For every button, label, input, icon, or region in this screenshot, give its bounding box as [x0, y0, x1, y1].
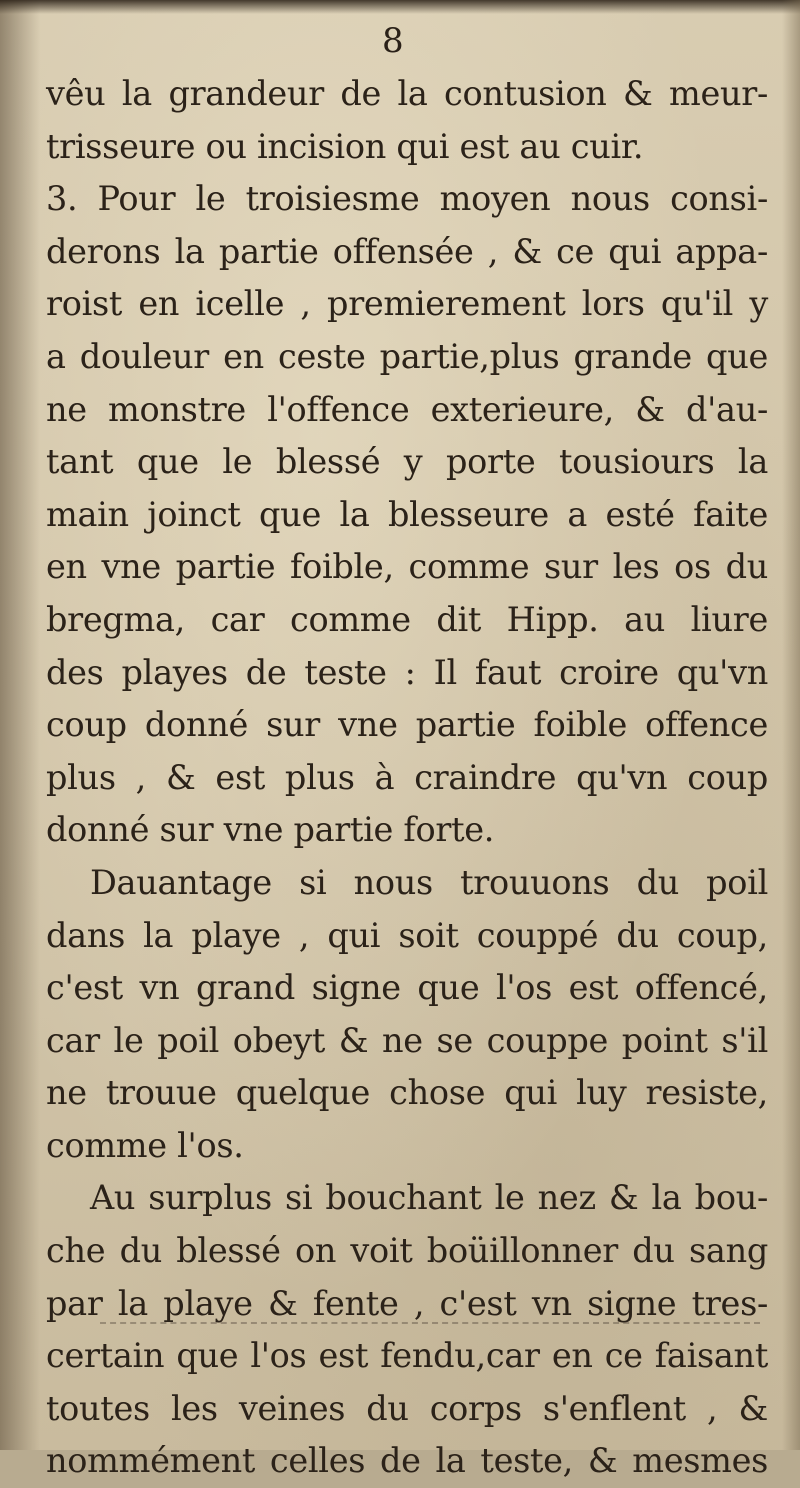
page-shadow-top	[0, 0, 800, 14]
text-line: a douleur en ceste partie,plus grande que	[46, 336, 768, 376]
page-shadow-left	[0, 0, 40, 1450]
text-line: plus , & est plus à craindre qu'vn coup	[46, 757, 768, 797]
text-line: Dauantage si nous trouuons du poil	[90, 862, 768, 902]
text-line: che du blessé on voit boüillonner du sang	[46, 1231, 768, 1271]
text-line: bregma, car comme dit Hipp. au liure	[46, 599, 768, 639]
text-line: dans la playe , qui soit couppé du coup,	[46, 915, 768, 955]
text-line: roist en icelle , premierement lors qu'il y	[46, 284, 768, 324]
text-line: donné sur vne partie forte.	[46, 810, 495, 850]
text-line: vêu la grandeur de la contusion & meur-	[46, 74, 768, 113]
text-line: 3. Pour le troisiesme moyen nous consi-	[46, 179, 768, 219]
text-line: c'est vn grand signe que l'os est offencé,	[46, 968, 768, 1008]
text-line: derons la partie offensée , & ce qui appa-	[46, 231, 768, 271]
text-line: coup donné sur vne partie foible offence	[46, 705, 768, 745]
text-line: nommément celles de la teste, & mesmes	[46, 1441, 768, 1481]
text-line: Au surplus si bouchant le nez & la bou-	[90, 1178, 768, 1218]
text-line: en vne partie foible, comme sur les os du	[46, 547, 768, 587]
text-line: trisseure ou incision qui est au cuir.	[46, 126, 644, 166]
text-line: ne trouue quelque chose qui luy resiste,	[46, 1073, 768, 1113]
text-line: toutes les veines du corps s'enflent , &	[46, 1388, 768, 1428]
bottom-rule	[100, 1322, 760, 1324]
text-line: ne monstre l'offence exterieure, & d'au-	[46, 389, 768, 429]
text-line: des playes de teste : Il faut croire qu'vn	[46, 652, 768, 692]
text-line: car le poil obeyt & ne se couppe point s'il	[46, 1020, 768, 1060]
page-number: 8	[382, 21, 404, 61]
text-line: comme l'os.	[46, 1125, 244, 1165]
page-shadow-right	[782, 0, 800, 1450]
text-line: certain que l'os est fendu,car en ce faisant	[46, 1336, 768, 1376]
body-text	[46, 68, 768, 1488]
text-line: main joinct que la blesseure a esté faite	[46, 494, 768, 534]
text-line: tant que le blessé y porte tousiours la	[46, 442, 768, 482]
text-line: par la playe & fente , c'est vn signe tres-	[46, 1283, 768, 1323]
